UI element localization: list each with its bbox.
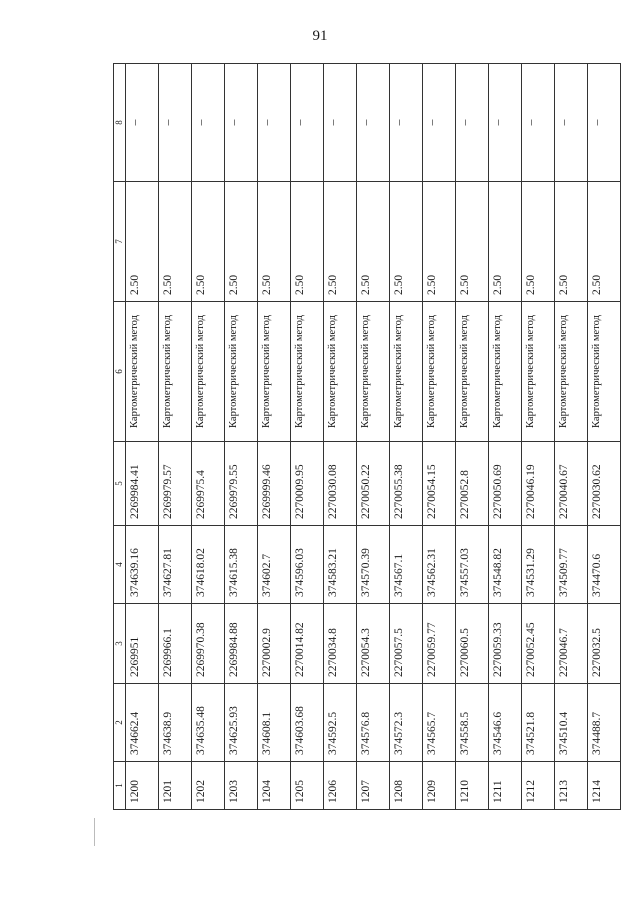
x-coordinate-cell: 374625.93 [225,684,258,762]
y-coordinate-cell: 2270034.8 [324,604,357,684]
method-cell: Картометрический метод [159,302,192,442]
x-coordinate-cell: 374546.6 [489,684,522,762]
x-coordinate-cell: 374638.9 [159,684,192,762]
x2-coordinate-cell: 374618.02 [192,526,225,604]
x2-coordinate-cell: 374570.39 [357,526,390,604]
x-coordinate-cell: 374565.7 [423,684,456,762]
method-cell: Картометрический метод [522,302,555,442]
y2-coordinate-cell: 2270052.8 [456,442,489,526]
note-cell: – [390,64,423,182]
method-cell: Картометрический метод [489,302,522,442]
note-cell: – [159,64,192,182]
y-coordinate-cell: 2269966.1 [159,604,192,684]
y2-coordinate-cell: 2270009.95 [291,442,324,526]
table-row [225,64,258,810]
y-coordinate-cell: 2270059.77 [423,604,456,684]
accuracy-cell: 2.50 [192,182,225,302]
point-number-cell: 1209 [423,762,456,810]
binding-margin-line [94,818,96,846]
x2-coordinate-cell: 374548.82 [489,526,522,604]
x-coordinate-cell: 374576.8 [357,684,390,762]
column-header: 5 [114,442,126,526]
x2-coordinate-cell: 374562.31 [423,526,456,604]
column-header: 8 [114,64,126,182]
x-coordinate-cell: 374608.1 [258,684,291,762]
y2-coordinate-cell: 2269999.46 [258,442,291,526]
accuracy-cell: 2.50 [390,182,423,302]
x-coordinate-cell: 374488.7 [588,684,621,762]
coordinates-table [113,63,621,810]
y2-coordinate-cell: 2270030.08 [324,442,357,526]
x-coordinate-cell: 374510.4 [555,684,588,762]
y2-coordinate-cell: 2269979.57 [159,442,192,526]
note-cell: – [456,64,489,182]
y-coordinate-cell: 2270060.5 [456,604,489,684]
column-header: 6 [114,302,126,442]
table-row [192,64,225,810]
accuracy-cell: 2.50 [126,182,159,302]
x2-coordinate-cell: 374596.03 [291,526,324,604]
y-coordinate-cell: 2269984.88 [225,604,258,684]
point-number-cell: 1202 [192,762,225,810]
accuracy-cell: 2.50 [489,182,522,302]
note-cell: – [258,64,291,182]
point-number-cell: 1210 [456,762,489,810]
x-coordinate-cell: 374662.4 [126,684,159,762]
point-number-cell: 1203 [225,762,258,810]
method-cell: Картометрический метод [291,302,324,442]
x2-coordinate-cell: 374615.38 [225,526,258,604]
method-cell: Картометрический метод [588,302,621,442]
method-cell: Картометрический метод [390,302,423,442]
note-cell: – [555,64,588,182]
x2-coordinate-cell: 374627.81 [159,526,192,604]
method-cell: Картометрический метод [192,302,225,442]
note-cell: – [324,64,357,182]
accuracy-cell: 2.50 [456,182,489,302]
point-number-cell: 1212 [522,762,555,810]
column-header: 4 [114,526,126,604]
accuracy-cell: 2.50 [522,182,555,302]
y2-coordinate-cell: 2270040.67 [555,442,588,526]
table-row [258,64,291,810]
table-row [291,64,324,810]
method-cell: Картометрический метод [225,302,258,442]
point-number-cell: 1211 [489,762,522,810]
table-row [390,64,423,810]
y2-coordinate-cell: 2269979.55 [225,442,258,526]
method-cell: Картометрический метод [324,302,357,442]
y-coordinate-cell: 2270052.45 [522,604,555,684]
y-coordinate-cell: 2270059.33 [489,604,522,684]
page-number: 91 [312,28,328,44]
table-row [357,64,390,810]
note-cell: – [489,64,522,182]
x2-coordinate-cell: 374470.6 [588,526,621,604]
accuracy-cell: 2.50 [555,182,588,302]
y-coordinate-cell: 2270002.9 [258,604,291,684]
x-coordinate-cell: 374635.48 [192,684,225,762]
y2-coordinate-cell: 2269984.41 [126,442,159,526]
table-row [522,64,555,810]
note-cell: – [423,64,456,182]
y-coordinate-cell: 2269970.38 [192,604,225,684]
note-cell: – [126,64,159,182]
method-cell: Картометрический метод [423,302,456,442]
table-row [588,64,621,810]
point-number-cell: 1200 [126,762,159,810]
accuracy-cell: 2.50 [159,182,192,302]
column-header: 1 [114,762,126,810]
x-coordinate-cell: 374558.5 [456,684,489,762]
point-number-cell: 1201 [159,762,192,810]
table-row [159,64,192,810]
method-cell: Картометрический метод [456,302,489,442]
point-number-cell: 1208 [390,762,423,810]
x2-coordinate-cell: 374583.21 [324,526,357,604]
column-header: 7 [114,182,126,302]
accuracy-cell: 2.50 [423,182,456,302]
note-cell: – [357,64,390,182]
x2-coordinate-cell: 374531.29 [522,526,555,604]
y2-coordinate-cell: 2270055.38 [390,442,423,526]
point-number-cell: 1214 [588,762,621,810]
rotated-sheet [113,64,603,810]
table-row [489,64,522,810]
header-row [114,64,126,810]
y2-coordinate-cell: 2270046.19 [522,442,555,526]
y2-coordinate-cell: 2270030.62 [588,442,621,526]
x2-coordinate-cell: 374602.7 [258,526,291,604]
point-number-cell: 1206 [324,762,357,810]
x2-coordinate-cell: 374567.1 [390,526,423,604]
method-cell: Картометрический метод [258,302,291,442]
column-header: 2 [114,684,126,762]
table-row [126,64,159,810]
x-coordinate-cell: 374572.3 [390,684,423,762]
accuracy-cell: 2.50 [291,182,324,302]
accuracy-cell: 2.50 [324,182,357,302]
accuracy-cell: 2.50 [588,182,621,302]
point-number-cell: 1207 [357,762,390,810]
y-coordinate-cell: 2270014.82 [291,604,324,684]
x-coordinate-cell: 374521.8 [522,684,555,762]
point-number-cell: 1213 [555,762,588,810]
point-number-cell: 1204 [258,762,291,810]
column-header: 3 [114,604,126,684]
x-coordinate-cell: 374592.5 [324,684,357,762]
accuracy-cell: 2.50 [258,182,291,302]
table-row [555,64,588,810]
accuracy-cell: 2.50 [225,182,258,302]
x2-coordinate-cell: 374509.77 [555,526,588,604]
note-cell: – [192,64,225,182]
table-row [324,64,357,810]
table-row [456,64,489,810]
y2-coordinate-cell: 2270050.22 [357,442,390,526]
y2-coordinate-cell: 2270050.69 [489,442,522,526]
method-cell: Картометрический метод [126,302,159,442]
y-coordinate-cell: 2270032.5 [588,604,621,684]
x-coordinate-cell: 374603.68 [291,684,324,762]
table-row [423,64,456,810]
point-number-cell: 1205 [291,762,324,810]
accuracy-cell: 2.50 [357,182,390,302]
y-coordinate-cell: 2270057.5 [390,604,423,684]
note-cell: – [291,64,324,182]
y-coordinate-cell: 2270054.3 [357,604,390,684]
note-cell: – [588,64,621,182]
y2-coordinate-cell: 2270054.15 [423,442,456,526]
y-coordinate-cell: 2269951 [126,604,159,684]
x2-coordinate-cell: 374557.03 [456,526,489,604]
y2-coordinate-cell: 2269975.4 [192,442,225,526]
note-cell: – [225,64,258,182]
x2-coordinate-cell: 374639.16 [126,526,159,604]
method-cell: Картометрический метод [555,302,588,442]
note-cell: – [522,64,555,182]
method-cell: Картометрический метод [357,302,390,442]
y-coordinate-cell: 2270046.7 [555,604,588,684]
